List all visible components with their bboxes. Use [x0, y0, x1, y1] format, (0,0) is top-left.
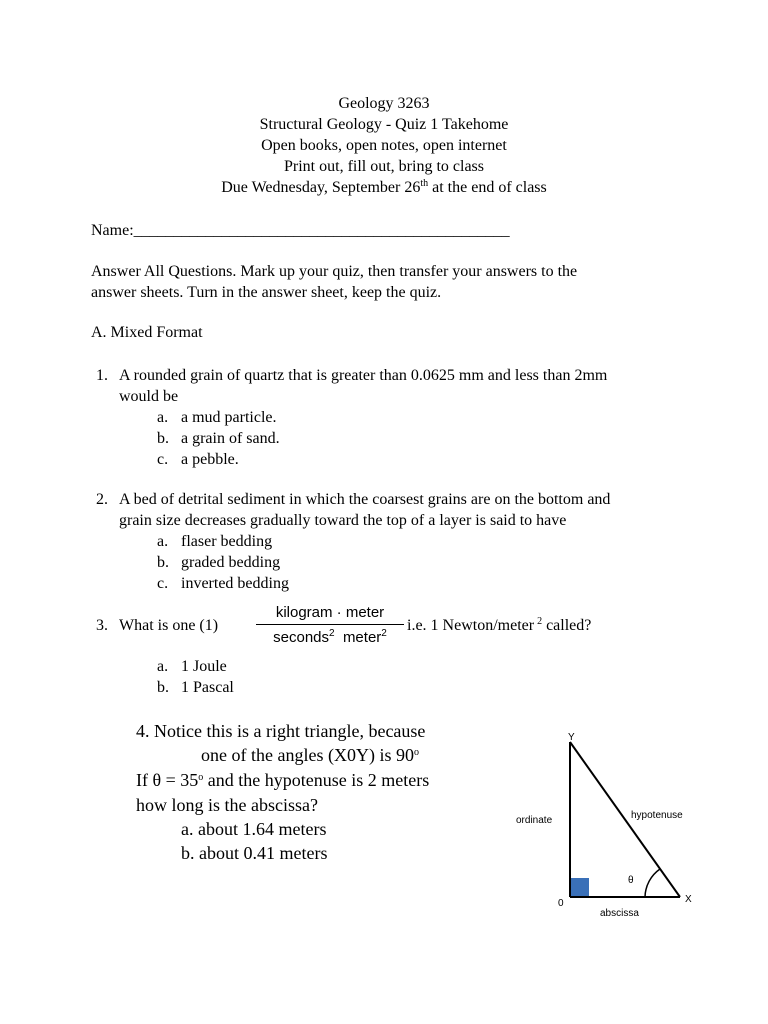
question-text-line-4: how long is the abscissa?: [136, 795, 318, 815]
option-letter: b.: [157, 679, 169, 696]
option-letter: a.: [157, 409, 169, 426]
suffix-exponent: 2: [537, 616, 543, 627]
course-title: Geology 3263: [338, 95, 430, 112]
right-triangle-diagram: [500, 720, 720, 930]
due-prefix: Due Wednesday, September 26: [221, 179, 421, 196]
fraction-bar: [256, 624, 404, 625]
option-b[interactable]: a grain of sand.: [181, 430, 280, 447]
option-a[interactable]: a mud particle.: [181, 409, 277, 426]
option-a[interactable]: 1 Joule: [181, 658, 227, 675]
question-text-line-1: A rounded grain of quartz that is greater than 0.0625 mm and less than 2mm: [119, 367, 608, 384]
text-part: and the hypotenuse is 2 meters: [203, 770, 430, 790]
option-b[interactable]: graded bedding: [181, 554, 281, 571]
label-hypotenuse: hypotenuse: [631, 810, 683, 821]
section-heading: A. Mixed Format: [91, 324, 203, 341]
suffix-text: i.e. 1 Newton/meter: [407, 617, 535, 634]
denominator-exponent: 2: [329, 628, 335, 639]
theta-arc: [645, 869, 660, 897]
degree-sign: o: [198, 772, 204, 783]
option-c[interactable]: inverted bedding: [181, 575, 289, 592]
text-part: If θ = 35: [136, 770, 199, 790]
option-letter: a.: [157, 533, 169, 550]
suffix-text: called?: [542, 617, 592, 634]
degree-sign: o: [413, 747, 419, 758]
option-a[interactable]: a. about 1.64 meters: [181, 819, 327, 839]
question-number: 1.: [96, 367, 108, 384]
option-letter: b.: [157, 554, 169, 571]
option-letter: a.: [157, 658, 169, 675]
option-b[interactable]: 1 Pascal: [181, 679, 234, 696]
intro-line-2: answer sheets. Turn in the answer sheet, keep the quiz.: [91, 284, 442, 301]
label-y: Y: [568, 732, 575, 743]
label-ordinate: ordinate: [516, 815, 553, 826]
question-text-line-2: grain size decreases gradually toward the top of a layer is said to have: [119, 512, 567, 529]
label-theta: θ: [628, 875, 634, 886]
denominator-exponent: 2: [381, 628, 387, 639]
denominator-meter: meter: [342, 629, 382, 646]
question-prefix: What is one (1): [119, 617, 219, 634]
name-line[interactable]: Name:_______________________________________________: [91, 222, 510, 239]
question-text-line-2: would be: [119, 388, 179, 405]
label-x: X: [685, 894, 692, 905]
label-origin: 0: [558, 898, 564, 909]
option-letter: c.: [157, 451, 169, 468]
denominator-seconds: seconds: [273, 629, 330, 646]
question-suffix: [407, 618, 591, 634]
option-c[interactable]: a pebble.: [181, 451, 239, 468]
quiz-rules: Open books, open notes, open internet: [261, 137, 507, 154]
quiz-title: Structural Geology - Quiz 1 Takehome: [259, 116, 509, 133]
due-superscript: th: [420, 178, 429, 189]
due-suffix: at the end of class: [428, 179, 547, 196]
intro-line-1: Answer All Questions. Mark up your quiz, then transfer your answers to the: [91, 263, 578, 280]
text-part: one of the angles (X0Y) is 90: [201, 745, 414, 765]
option-a[interactable]: flaser bedding: [181, 533, 273, 550]
due-date: [0, 180, 768, 196]
option-letter: b.: [157, 430, 169, 447]
question-number: 3.: [96, 617, 108, 634]
quiz-instructions: Print out, fill out, bring to class: [284, 158, 484, 175]
question-text-line-1: 4. Notice this is a right triangle, because: [136, 721, 426, 741]
question-number: 2.: [96, 491, 108, 508]
right-angle-marker: [570, 878, 589, 897]
option-letter: c.: [157, 575, 169, 592]
option-b[interactable]: b. about 0.41 meters: [181, 843, 328, 863]
fraction-numerator: kilogram · meter: [275, 604, 385, 621]
label-abscissa: abscissa: [600, 908, 639, 919]
fraction-denominator: [256, 629, 404, 646]
question-text-line-3: [136, 771, 429, 789]
question-text-line-1: A bed of detrital sediment in which the coarsest grains are on the bottom and: [119, 491, 611, 508]
question-text-line-2: [201, 746, 419, 764]
